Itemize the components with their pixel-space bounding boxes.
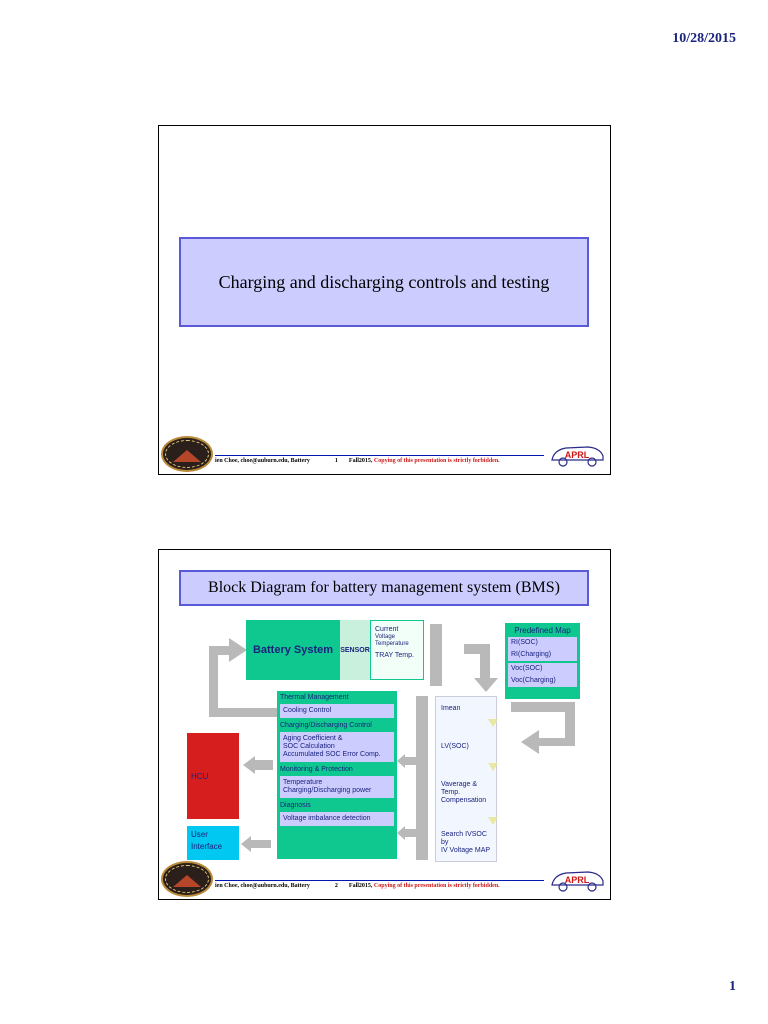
function-item: SOC Calculation (283, 743, 335, 750)
user-interface-box (187, 826, 239, 860)
map-item: Voc(SOC) (511, 665, 543, 672)
map-item: Voc(Charging) (511, 677, 556, 684)
header-date: 10/28/2015 (672, 31, 736, 46)
step-line: IV Voltage MAP (441, 847, 491, 854)
step-line: Search IVSOC (441, 831, 487, 838)
step-line: by (441, 839, 449, 846)
battery-system-box: Battery System (246, 620, 340, 680)
footer-notice: Copying of this presentation is strictly forbidden. (373, 883, 500, 889)
return-arrow-head (521, 730, 539, 754)
function-header: Charging/Discharging Control (280, 722, 372, 729)
function-item: Accumulated SOC Error Comp. (283, 751, 381, 758)
sensor-item: TRAY Temp. (375, 652, 414, 659)
function-header: Thermal Management (280, 694, 349, 701)
step-line: Vaverage & (441, 781, 478, 788)
page-number: 1 (729, 979, 736, 994)
slide-footer (159, 857, 610, 899)
step-line: Temp. (441, 789, 461, 796)
function-header: Diagnosis (280, 802, 311, 809)
footer-divider (215, 880, 544, 881)
step-lv-soc: LV(SOC) (441, 743, 469, 750)
map-item: RI(Charging) (511, 651, 552, 658)
ui-label: Interface (191, 842, 223, 851)
predefined-map-box (505, 623, 580, 699)
map-group-voc (508, 663, 577, 687)
function-body (280, 812, 394, 826)
footer-author: ien Choe, choe@auburn.edu, Battery (215, 883, 310, 889)
loop-arrow-head (229, 638, 247, 662)
sensor-items (370, 620, 424, 680)
footer-text (215, 883, 544, 889)
function-body (280, 776, 394, 798)
slide-2-title: Block Diagram for battery management system (BMS) (179, 570, 589, 606)
hcu-arrow (255, 760, 273, 770)
bus-arrow-2-head (397, 826, 405, 840)
predefined-map-title: Predefined Map (514, 626, 571, 635)
hcu-arrow-head (243, 756, 255, 774)
footer-slide-number: 2 (334, 883, 338, 889)
slide-2 (158, 549, 611, 900)
bus-bar (416, 696, 428, 860)
footer-slide-number: 1 (334, 458, 338, 464)
function-item: Aging Coefficient & (283, 735, 343, 742)
aprl-logo (548, 440, 606, 470)
ui-arrow-head (241, 836, 251, 852)
map-item: RI(SOC) (511, 639, 538, 646)
step-imean: Imean (441, 705, 461, 712)
loop-arrow-horizontal (209, 708, 279, 717)
function-body (280, 704, 394, 718)
slide-1 (158, 125, 611, 475)
function-header: Monitoring & Protection (280, 766, 353, 773)
slide-footer (159, 432, 610, 474)
ui-label: User (191, 830, 208, 839)
function-item: Charging/Discharging power (283, 787, 372, 794)
function-item: Voltage imbalance detection (283, 815, 371, 822)
function-item: Cooling Control (283, 707, 332, 714)
step-arrow-icon (488, 763, 498, 771)
loop-arrow-vertical (209, 646, 218, 716)
auburn-seal-logo (161, 436, 213, 472)
map-arrow-head (474, 678, 498, 692)
sensor-box: SENSOR (340, 620, 370, 680)
bms-functions-panel (277, 691, 397, 859)
hcu-box: HCU (187, 733, 239, 819)
soc-steps-panel (435, 696, 497, 862)
footer-notice: Copying of this presentation is strictly forbidden. (373, 458, 500, 464)
map-group-ri (508, 637, 577, 661)
sensor-item: Temperature (375, 641, 409, 647)
step-search (441, 831, 490, 855)
bus-arrow-2 (403, 829, 417, 837)
auburn-seal-logo (161, 861, 213, 897)
connector-arrow (430, 624, 442, 686)
footer-author: ien Choe, choe@auburn.edu, Battery (215, 458, 310, 464)
bus-arrow-1 (403, 757, 417, 765)
sensor-item: Current (375, 626, 399, 633)
function-body (280, 732, 394, 762)
footer-term: Fall2015, (348, 883, 373, 889)
step-arrow-icon (488, 817, 498, 825)
map-arrow-vertical (480, 644, 490, 678)
step-arrow-icon (488, 719, 498, 727)
aprl-logo (548, 865, 606, 895)
step-compensation (441, 781, 486, 805)
footer-term: Fall2015, (348, 458, 373, 464)
svg-text:APRL: APRL (564, 450, 590, 460)
sensor-item: Voltage (375, 634, 396, 640)
ui-arrow (251, 840, 271, 848)
function-item: Temperature (283, 779, 323, 786)
svg-text:APRL: APRL (564, 875, 590, 885)
step-line: Compensation (441, 797, 487, 804)
return-arrow-bottom (537, 738, 575, 746)
bus-arrow-1-head (397, 754, 405, 768)
slide-1-title: Charging and discharging controls and testing (179, 237, 589, 327)
footer-text (215, 458, 544, 464)
footer-divider (215, 455, 544, 456)
